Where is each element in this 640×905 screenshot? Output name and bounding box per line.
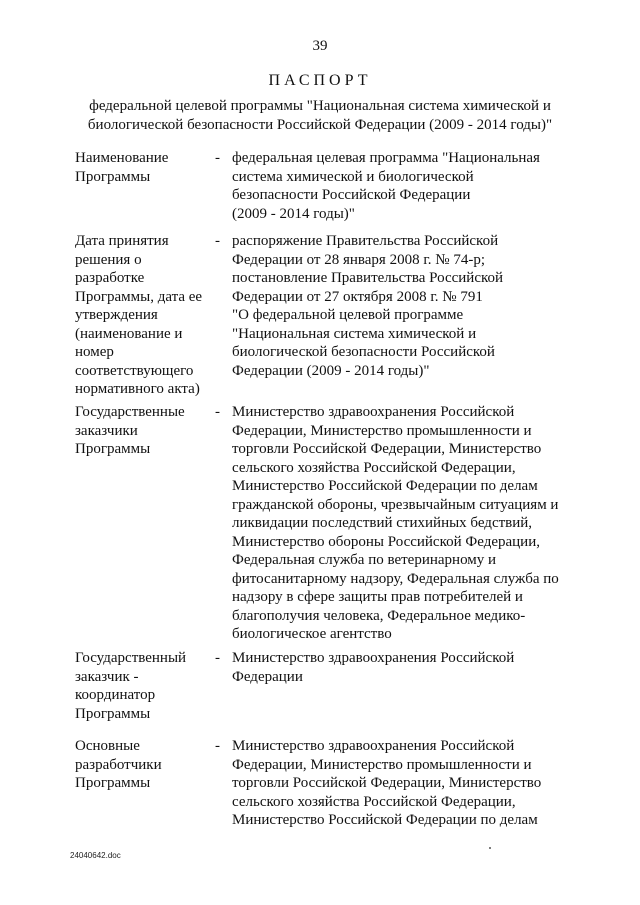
value-line: Министерство здравоохранения Российской [232,404,515,420]
value-line: сельского хозяйства Российской Федерации, [232,793,516,810]
value-line: Федерации (2009 - 2014 годы)" [232,362,430,379]
value-line: сельского хозяйства Российской Федерации, [232,459,516,476]
row-label [75,403,210,459]
value-line: торговли Российской Федерации, Министерство [232,441,542,457]
passport-row-main-developers [0,737,640,847]
label-line: Программы [75,775,151,791]
document-subtitle [80,97,560,135]
value-line: Федерации, Министерство промышленности и [232,422,532,439]
value-line: ликвидации последствий стихийных бедствий, [232,515,533,531]
value-line: Министерство здравоохранения Российской [232,650,515,666]
row-label [75,649,210,723]
label-line: разработчики [75,756,162,773]
label-line: Программы [75,705,151,722]
value-line: безопасности Российской Федерации [232,187,471,203]
row-value [232,149,572,223]
row-dash: - [215,150,220,166]
label-line: Программы, дата ее [75,288,203,305]
value-line: гражданской обороны, чрезвычайным ситуациям и [232,496,559,513]
row-value [232,737,572,830]
footer-filename: 24040642.doc [70,851,121,860]
value-line: распоряжение Правительства Российской [232,233,499,249]
value-line: Министерство Российской Федерации по делам [232,812,538,828]
label-line: Программы [75,168,151,185]
label-line: Основные [75,738,140,754]
label-line: номер [75,344,114,360]
label-line: разработке [75,270,145,286]
value-line: торговли Российской Федерации, Министерство [232,775,542,791]
document-title: ПАСПОРТ [268,72,372,89]
value-line: Министерство Российской Федерации по делам [232,478,538,494]
row-dash: - [215,650,220,666]
value-line: федеральная целевая программа "Национальная [232,150,540,166]
row-dash: - [215,404,220,420]
value-line: Федерации, Министерство промышленности и [232,756,532,773]
value-line: система химической и биологической [232,168,474,185]
value-line: надзору в сфере защиты прав потребителей и [232,589,523,605]
row-dash: - [215,233,220,249]
row-label [75,232,210,399]
passport-row-state-customers [0,403,640,649]
label-line: Программы [75,441,151,457]
row-value [232,403,572,644]
value-line: Министерство обороны Российской Федерации, [232,533,540,550]
value-line: Федерации от 28 января 2008 г. № 74-р; [232,251,486,268]
label-line: заказчики [75,422,138,439]
value-line: "Национальная система химической и [232,325,477,342]
row-value [232,649,572,686]
label-line: утверждения [75,307,158,323]
row-label [75,149,210,186]
label-line: Государственные [75,404,185,420]
value-line: Министерство здравоохранения Российской [232,738,515,754]
value-line: (2009 - 2014 годы)" [232,205,355,222]
value-line: Федерации от 27 октября 2008 г. № 791 [232,288,483,305]
value-line: благополучия человека, Федеральное медико- [232,607,526,624]
label-line: заказчик - [75,668,139,685]
value-line: биологической безопасности Российской [232,344,495,360]
label-line: нормативного акта) [75,381,200,397]
row-value [232,232,572,380]
subtitle-line: федеральной целевой программы "Национальная система химической и [89,98,551,114]
value-line: Федеральная служба по ветеринарному и [232,552,497,568]
scan-speck [489,847,491,849]
passport-row-adoption-date [0,232,640,403]
row-label [75,737,210,793]
label-line: Наименование [75,150,169,166]
passport-row-program-name [0,149,640,232]
value-line: "О федеральной целевой программе [232,307,464,323]
subtitle-line: биологической безопасности Российской Федерации (2009 - 2014 годы)" [87,117,553,133]
label-line: координатор [75,687,156,703]
value-line: биологическое агентство [232,626,392,642]
label-line: Дата принятия [75,233,169,249]
label-line: Государственный [75,650,187,666]
value-line: фитосанитарному надзору, Федеральная служба по [232,570,559,587]
label-line: соответствующего [75,362,194,379]
label-line: решения о [75,251,142,268]
label-line: (наименование и [75,325,183,342]
row-dash: - [215,738,220,754]
passport-row-coordinator [0,649,640,737]
value-line: Федерации [232,668,303,685]
page-number: 39 [312,38,328,54]
value-line: постановление Правительства Российской [232,270,504,286]
passport-table [0,149,640,847]
